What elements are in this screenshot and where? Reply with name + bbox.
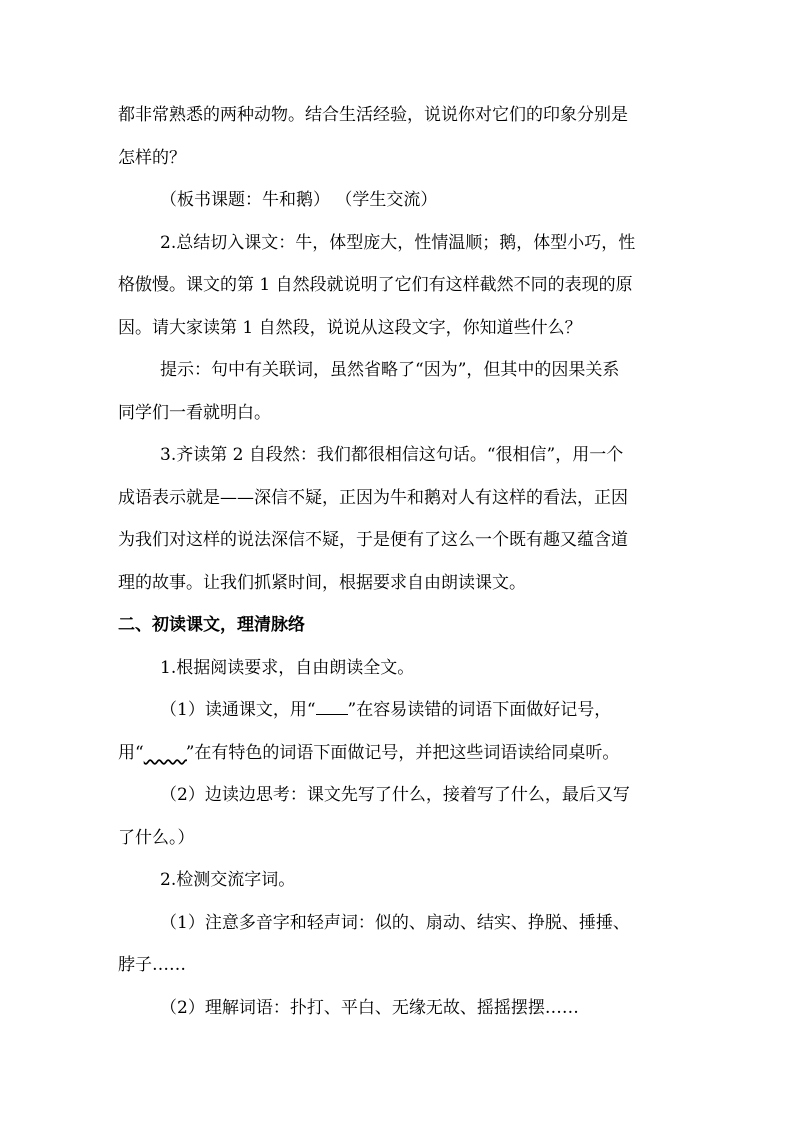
paragraph-line: 都非常熟悉的两种动物。结合生活经验，说说你对它们的印象分别是 <box>118 105 628 125</box>
line-text: ”在容易读错的词语下面做好记号， <box>347 700 612 720</box>
paragraph-line <box>118 741 698 765</box>
paragraph-line: 了什么。） <box>118 828 195 848</box>
paragraph-line <box>160 698 740 722</box>
line-text: 用“ <box>118 743 144 763</box>
line-text: （1）读通课文，用“ <box>160 700 316 720</box>
paragraph-line: 2.检测交流字词。 <box>160 870 296 890</box>
paragraph-line: （1）注意多音字和轻声词：似的、扇动、结实、挣脱、捶捶、 <box>160 913 630 933</box>
paragraph-line: 1.根据阅读要求，自由朗读全文。 <box>160 658 415 678</box>
paragraph-line: （板书课题：牛和鹅） （学生交流） <box>160 190 438 210</box>
line-text: ”在有特色的词语下面做记号，并把这些词语读给同桌听。 <box>185 743 620 763</box>
paragraph-line: 提示：句中有关联词，虽然省略了“因为”，但其中的因果关系 <box>160 360 620 380</box>
paragraph-line: 为我们对这样的说法深信不疑，于是便有了这么一个既有趣又蕴含道 <box>118 530 628 550</box>
paragraph-line: 因。请大家读第 1 自然段，说说从这段文字，你知道些什么？ <box>118 318 582 338</box>
straight-underline-mark <box>316 700 348 715</box>
paragraph-line: 同学们一看就明白。 <box>118 403 271 423</box>
section-heading: 二、初读课文，理清脉络 <box>118 615 305 635</box>
paragraph-line: （2）理解词语：扑打、平白、无缘无故、摇摇摆摆…… <box>160 998 579 1018</box>
paragraph-line: 理的故事。让我们抓紧时间，根据要求自由朗读课文。 <box>118 573 526 593</box>
paragraph-line: 2.总结切入课文：牛，体型庞大，性情温顺；鹅，体型小巧，性 <box>160 233 636 253</box>
paragraph-line: （2）边读边思考：课文先写了什么，接着写了什么，最后又写 <box>160 785 630 805</box>
paragraph-line: 格傲慢。课文的第 1 自然段就说明了它们有这样截然不同的表现的原 <box>118 275 633 295</box>
paragraph-line: 怎样的？ <box>118 148 186 168</box>
wavy-underline-mark: ​ <box>143 743 187 763</box>
paragraph-line: 3.齐读第 2 自段然：我们都很相信这句话。“很相信”，用一个 <box>160 445 624 465</box>
paragraph-line: 脖子…… <box>118 955 186 975</box>
paragraph-line: 成语表示就是——深信不疑，正因为牛和鹅对人有这样的看法，正因 <box>118 488 628 508</box>
